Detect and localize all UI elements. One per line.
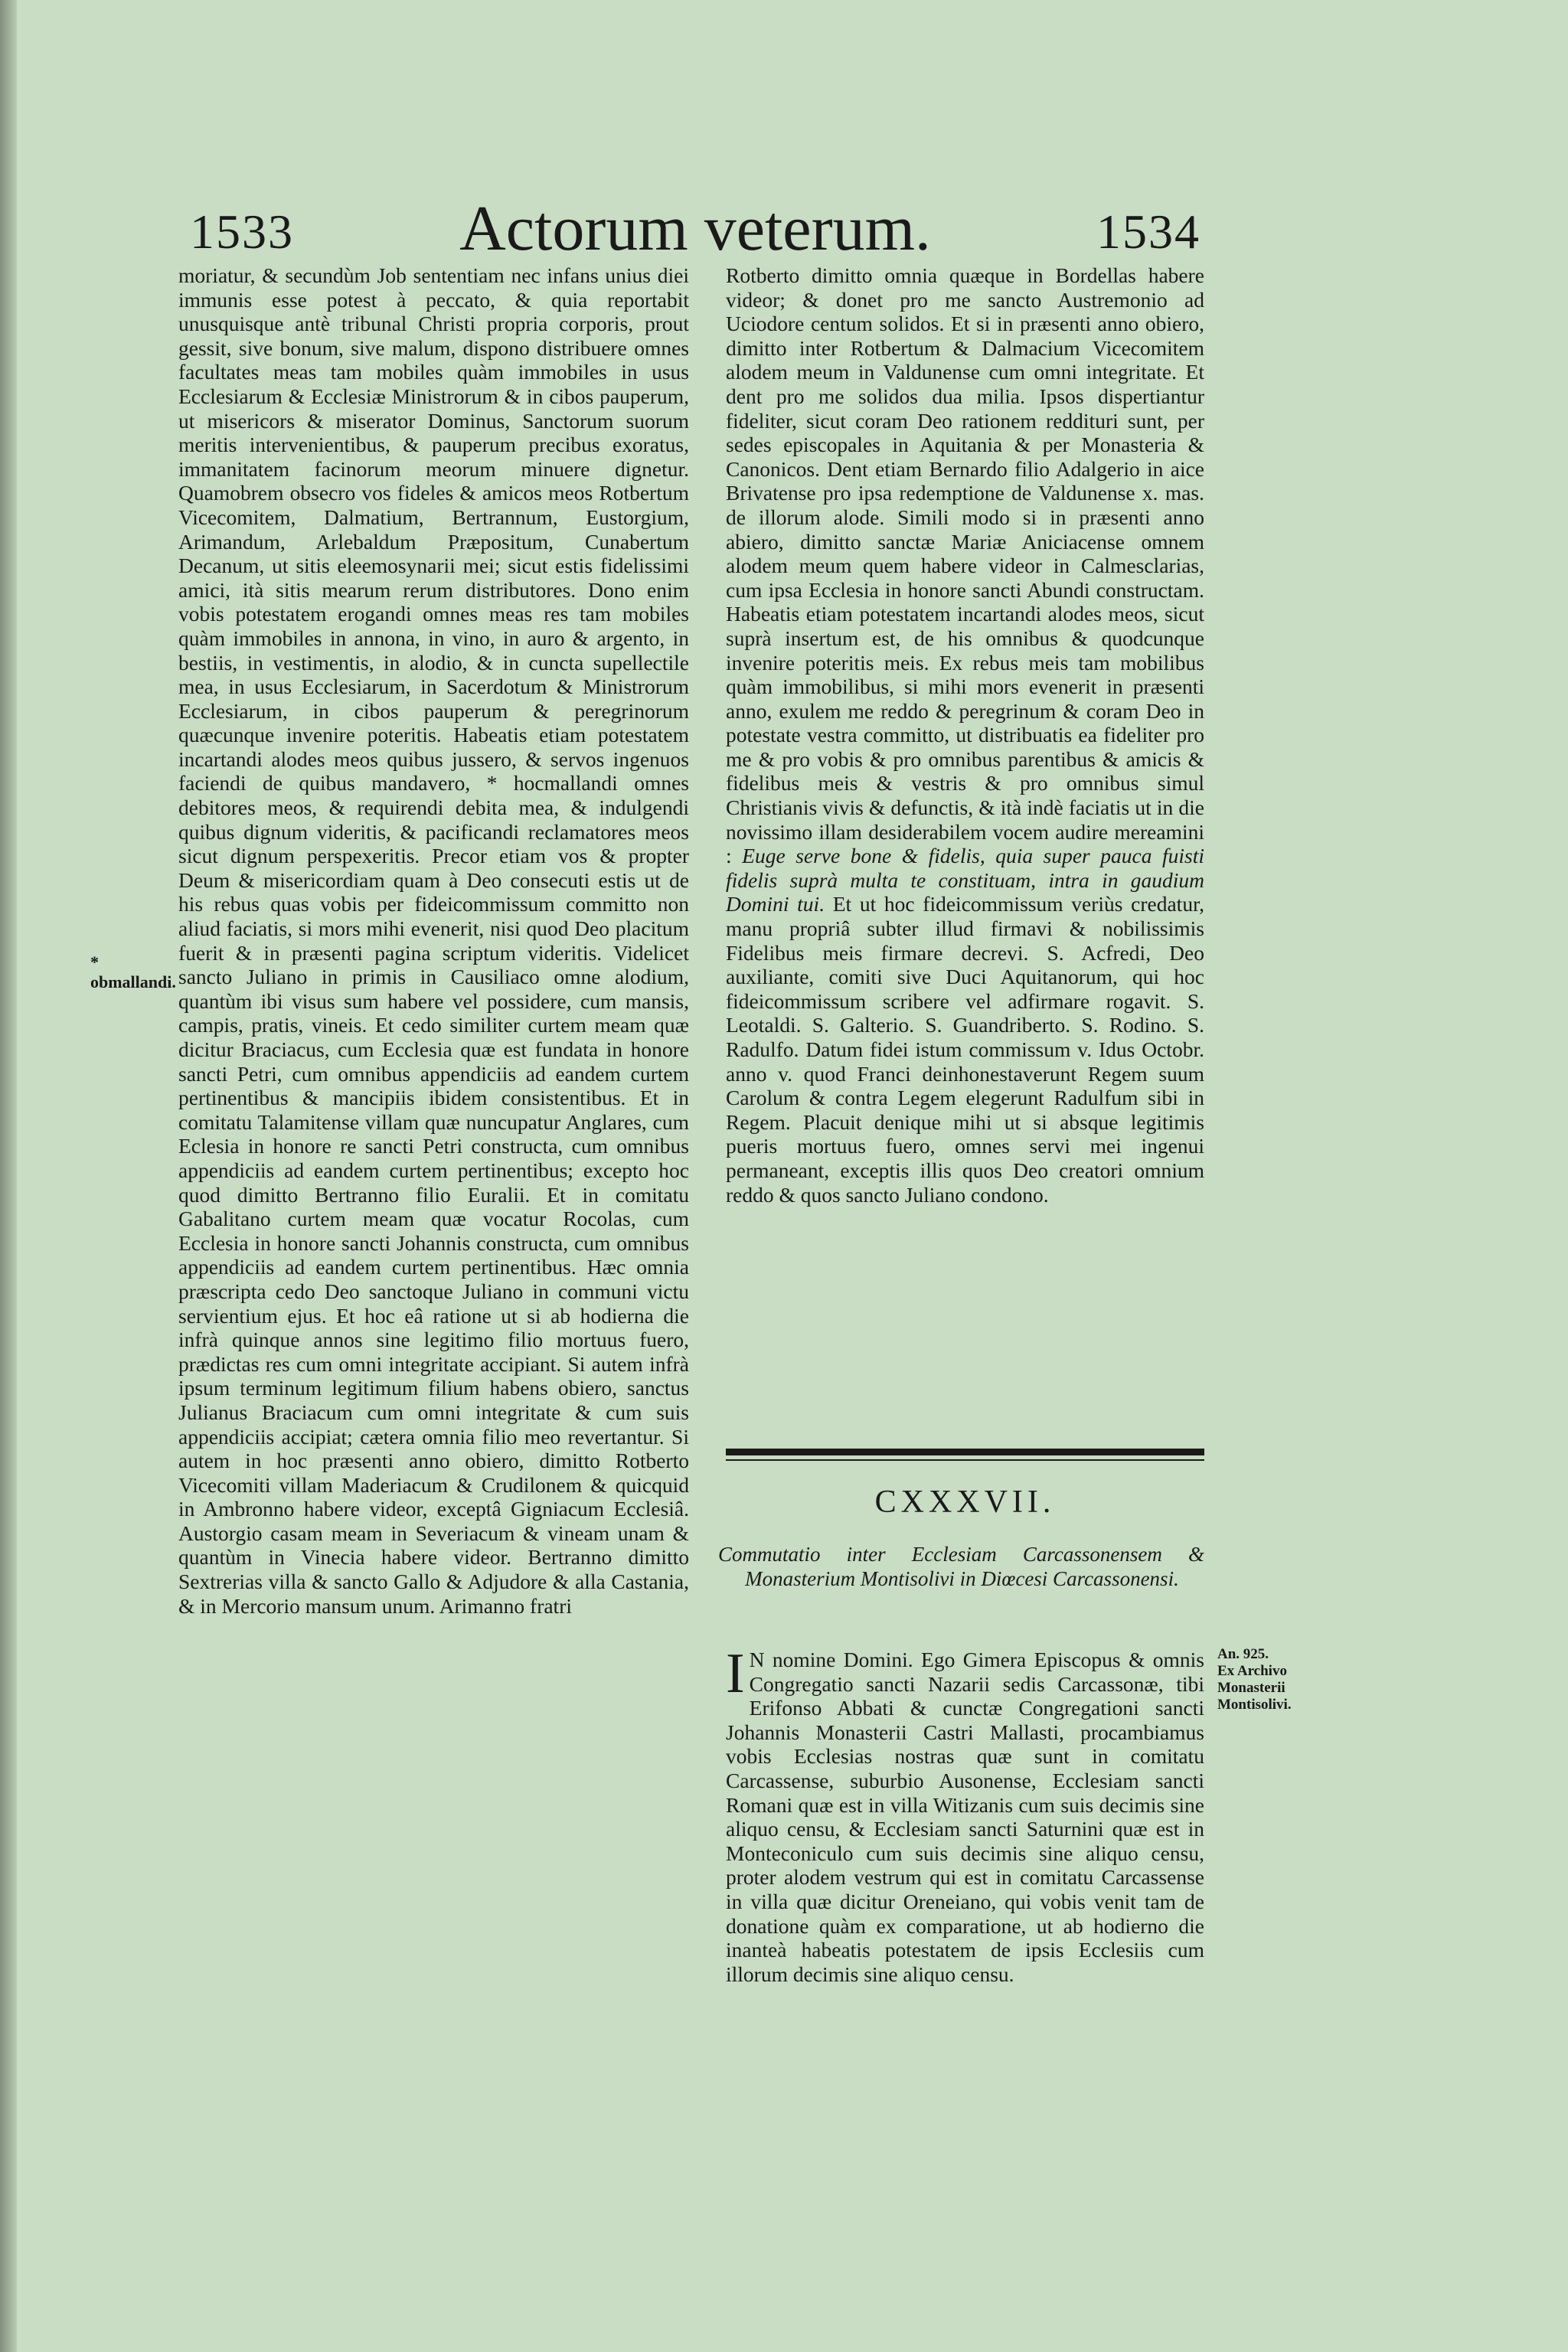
drop-cap-initial: I xyxy=(726,1642,745,1705)
right-column-text-after: Et ut hoc fideicommissum veriùs credatur, manu propriâ subter illud firmavi & nobilissimis Fidelibus meis firmare decrevi. S. Acfredi, Deo auxiliante, comiti sive Duci Aquitanorum, qui hoc fideicommissum scribere vel adfirmare rogavit. S. Leotaldi. S. Galterio. S. Guandriberto. S. Rodino. S. Radulfo. Datum fidei istum commissum v. Idus Octobr. anno v. quod Franci deinhonestaverunt Regem suum Carolum & contra Legem elegerunt Radulfum sibi in Regem. Placuit denique mihi ut si absque legitimis pueris mortuus fuero, omnes servi mei ingenui permaneant, exceptis illis quos Deo creatori omnium reddo & quos sancto Juliano condono. xyxy=(726,892,1205,1207)
binding-edge xyxy=(0,0,17,2352)
section-divider-thin xyxy=(726,1459,1204,1461)
right-column xyxy=(726,263,1204,1207)
right-margin-note xyxy=(1217,1646,1309,1713)
document-body xyxy=(726,1642,1204,1986)
document-body-text: N nomine Domini. Ego Gimera Episcopus & omnis Congregatio sancti Nazarii sedis Carcassonæ, tibi Erifonso Abbati & cunctæ Congregationi sancti Johannis Monasterii Castri Mallasti, procambiamus vobis Ecclesias nostras quæ sunt in comitatu Carcassense, suburbio Ausonense, Ecclesiam sancti Romani quæ est in villa Witizanis cum suis decimis sine aliquo censu, & Ecclesiam sancti Saturnini quæ est in Monteconiculo cum suis decimis sine aliquo censu, proter alodem vestrum qui est in comitatu Carcassense in villa quæ dicitur Oreneiano, qui vobis venit tam de donatione quàm ex comparatione, ut ab hodierno die inanteà habeatis potestatem de ipsis Ecclesiis cum illorum decimis sine aliquo censu. xyxy=(726,1648,1204,1986)
document-title: Commutatio inter Ecclesiam Carcassonensem & Monasterium Montisolivi in Diœcesi Carcassonensi. xyxy=(718,1543,1204,1590)
running-title: Actorum veterum. xyxy=(459,193,931,264)
right-column-text-before: Rotberto dimitto omnia quæque in Bordellas habere videor; & donet pro me sancto Austremonio ad Uciodore centum solidos. Et si in præsenti anno obiero, dimitto inter Rotbertum & Dalmacium Vicecomitem alodem meum in Valdunense cum omni integritate. Et dent pro me solidos dua milia. Ipsos dispertiantur fideliter, sicut coram Deo rationem reddituri sunt, per sedes episcopales in Aquitania & per Monasteria & Canonicos. Dent etiam Bernardo filio Adalgerio in aice Brivatense pro ipsa redemptione de Valdunense x. mas. de illorum alode. Simili modo si in præsenti anno abiero, dimitto sanctæ Mariæ Aniciacense omnem alodem meum quem habere videor in Calmesclarias, cum ipsa Ecclesia in honore sancti Abundi constructam. Habeatis etiam potestatem incartandi alodes meos, sicut suprà insertum est, de his omnibus & quodcunque invenire poteritis meis. Ex rebus meis tam mobilibus quàm immobilibus, si mihi mors evenerit in præsenti anno, exulem me reddo & peregrinum & coram Deo in potestate vestra committo, ut distribuatis ea fideliter pro me & pro vobis & pro omnibus parentibus & amicis & fidelibus meis & vestris & pro omnibus simul Christianis vivis & defunctis, & ità indè faciatis ut in die novissimo illam desiderabilem vocem audire mereamini : Euge serve bone & fidelis, quia super pauca fuisti fidelis suprà multa te constituam, intra in gaudium Domini tui. Et ut hoc fideicommissum veriùs credatur, manu propriâ subter illud firmavi & nobilissimis Fidelibus meis firmare decrevi. S. Acfredi, Deo auxiliante, comiti sive Duci Aquitanorum, qui hoc fideicommissum scribere vel adfirmare rogavit. S. Leotaldi. S. Galterio. S. Guandriberto. S. Rodino. S. Radulfo. Datum fidei istum commissum v. Idus Octobr. anno v. quod Franci deinhonestaverunt Regem suum Carolum & contra Legem elegerunt Radulfum sibi in Regem. Placuit denique mihi ut si absque legitimis pueris mortuus fuero, omnes servi mei ingenui permaneant, exceptis illis quos Deo creatori omnium reddo & quos sancto Juliano condono. xyxy=(726,263,1205,1207)
margin-note-year: An. 925. xyxy=(1217,1646,1269,1662)
page-header xyxy=(190,191,1200,264)
left-column-text: moriatur, & secundùm Job sententiam nec infans unius diei immunis esse potest à peccato, & quia reportabit unusquisque antè tribunal Christi propria corporis, prout gessit, sive bonum, sive malum, dispono distribuere omnes facultates meas tam mobiles quàm immobiles in usus Ecclesiarum & Ecclesiæ Ministrorum & in cibos pauperum, ut misericors & miserator Dominus, Sanctorum suorum meritis intervenientibus, & pauperum precibus exoratus, immanitatem facinorum meorum minuere dignetur. Quamobrem obsecro vos fideles & amicos meos Rotbertum Vicecomitem, Dalmatium, Bertrannum, Eustorgium, Arimandum, Arlebaldum Præpositum, Cunabertum Decanum, ut sitis eleemosynarii mei; sicut estis fidelissimi amici, ità sitis mearum rerum distributores. Dono enim vobis potestatem erogandi omnes meas res tam mobiles quàm immobiles in annona, in vino, in auro & argento, in bestiis, in vestimentis, in alodio, & in cuncta supellectile mea, in usus Ecclesiarum, in Sacerdotum & Ministrorum Ecclesiarum, in cibos pauperum & peregrinorum quæcunque invenire poteritis. Habeatis etiam potestatem incartandi alodes meos quibus jussero, & servos ingenuos faciendi de quibus mandavero, * hocmallandi omnes debitores meos, & requirendi debita mea, & indulgendi quibus dignum videritis, & pacificandi reclamatores meos sicut dignum perspexeritis. Precor etiam vos & propter Deum & misericordiam quam à Deo consecuti estis ut de his rebus quas vobis per fideicommissum committo non aliud faciatis, si mors mihi evenerit, nisi quod Deo placitum fuerit & in præsenti pagina scriptum videritis. Videlicet sancto Juliano in primis in Causiliaco omne alodium, quantùm ibi visus sum habere vel possidere, cum mansis, campis, pratis, vineis. Et cedo similiter curtem meam quæ dicitur Braciacus, cum Ecclesia quæ est fundata in honore sancti Petri, cum omnibus appendiciis ad eandem curtem pertinentibus & mancipiis ibidem consistentibus. Et in comitatu Talamitense villam quæ nuncupatur Anglares, cum Eclesia in honore re sancti Petri constructa, cum omnibus appendiciis ad eandem curtem pertinentibus; excepto hoc quod dimitto Bertranno filio Euralii. Et in comitatu Gabalitano curtem meam quæ vocatur Rocolas, cum Ecclesia in honore sancti Johannis constructa, cum omnibus appendiciis ad eandem curtem pertinentibus. Hæc omnia præscripta cedo Deo sanctoque Juliano in communi victu servientium ejus. Et hoc eâ ratione ut si ab hodierna die infrà quinque annos sine legitimo filio mortuus fuero, prædictas res cum omni integritate accipiant. Si autem infrà ipsum terminum legitimum filium habens obiero, sanctus Julianus Braciacum cum omni integritate & cum suis appendiciis accipiat; cætera omnia filio meo revertantur. Si autem in hoc præsenti anno obiero, dimitto Rotberto Vicecomiti villam Maderiacum & Crudilonem & quicquid in Ambronno habere videor, exceptâ Gigniacum Ecclesiâ. Austorgio casam meam in Severiacum & vineam unam & quantùm in Vinecia habere videor. Bertranno dimitto Sextrerias villa & sancto Gallo & Adjudore & alla Castania, & in Mercorio mansum unum. Arimanno fratri xyxy=(178,263,689,1618)
section-divider xyxy=(726,1449,1204,1455)
biblical-quote: Euge serve bone & fidelis, quia super pauca fuisti fidelis suprà multa te constituam, intra in gaudium Domini tui. xyxy=(726,844,1205,916)
page-number-right: 1534 xyxy=(1096,204,1200,259)
page-number-left: 1533 xyxy=(190,204,294,259)
document-number: CXXXVII. xyxy=(874,1485,1056,1520)
margin-note-source: Ex Archivo Monasterii Montisolivi. xyxy=(1217,1663,1292,1713)
left-column xyxy=(178,263,689,1618)
left-margin-note: * obmallandi. xyxy=(90,952,176,991)
